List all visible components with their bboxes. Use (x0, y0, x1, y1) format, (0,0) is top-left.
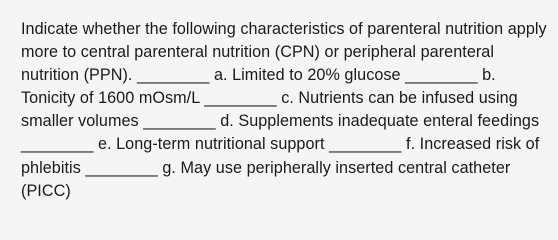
question-text: Indicate whether the following characteristics of parenteral nutrition apply more to central parenteral nutrition (CPN) or peripheral parenteral nutrition (PPN). ________ a. Limited to 20% glucose ________ b. Tonicity of 1600 mOsm/L ________ c. Nutrients can be infused using smaller volumes ________ d. Supplements inadequate enteral feedings ________ e. Long-term nutritional support ________ f. Increased risk of phlebitis ________ g. May use peripherally inserted central catheter (PICC) (21, 20, 547, 200)
